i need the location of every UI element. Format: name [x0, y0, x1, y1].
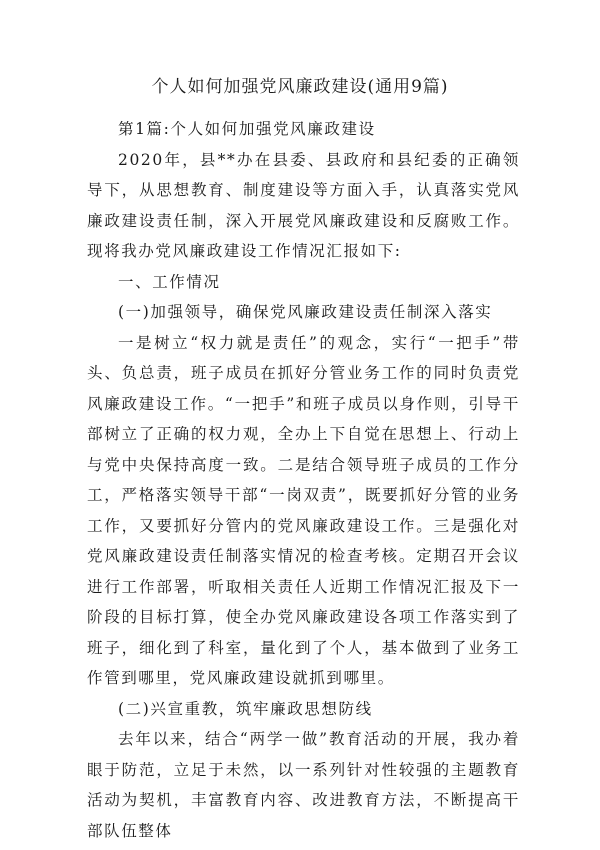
subsection-heading: (二)兴宣重教，筑牢廉政思想防线 — [118, 699, 373, 718]
subsection-heading: (一)加强领导，确保党风廉政建设责任制深入落实 — [118, 303, 493, 321]
section-heading: 第1篇:个人如何加强党风廉政建设 — [118, 120, 376, 138]
paragraph: 一是树立“权力就是责任”的观念，实行“一把手”带头、负总责，班子成员在抓好分管业务工作的同时负责党风廉政建设工作。“一把手”和班子成员以身作则，引导干部树立了正确的权力观，全办上下自觉在思想上、行动上与党中央保持高度一致。二是结合领导班子成员的工作分工，严格落实领导干部“一岗双责”，既要抓好分管的业务工作，又要抓好分管内的党风廉政建设工作。三是强化对党风廉政建设责任制落实情况的检查考核。定期召开会议进行工作部署，听取相关责任人近期工作情况汇报及下一阶段的目标打算，使全办党风廉政建设各项工作落实到了班子，细化到了科室，量化到了个人，基本做到了业务工作管到哪里，党风廉政建设就抓到哪里。 — [87, 333, 520, 687]
document-title: 个人如何加强党风廉政建设(通用9篇) — [151, 77, 449, 97]
section-heading: 一、工作情况 — [118, 272, 221, 291]
document-body — [87, 114, 520, 846]
paragraph: 去年以来，结合“两学一做”教育活动的开展，我办着眼于防范，立足于未然，以一系列针对性较强的主题教育活动为契机，丰富教育内容、改进教育方法，不断提高干部队伍整体 — [87, 730, 520, 840]
paragraph: 2020年，县**办在县委、县政府和县纪委的正确领导下，从思想教育、制度建设等方面入手，认真落实党风廉政建设责任制，深入开展党风廉政建设和反腐败工作。现将我办党风廉政建设工作情况汇报如下: — [87, 150, 520, 260]
